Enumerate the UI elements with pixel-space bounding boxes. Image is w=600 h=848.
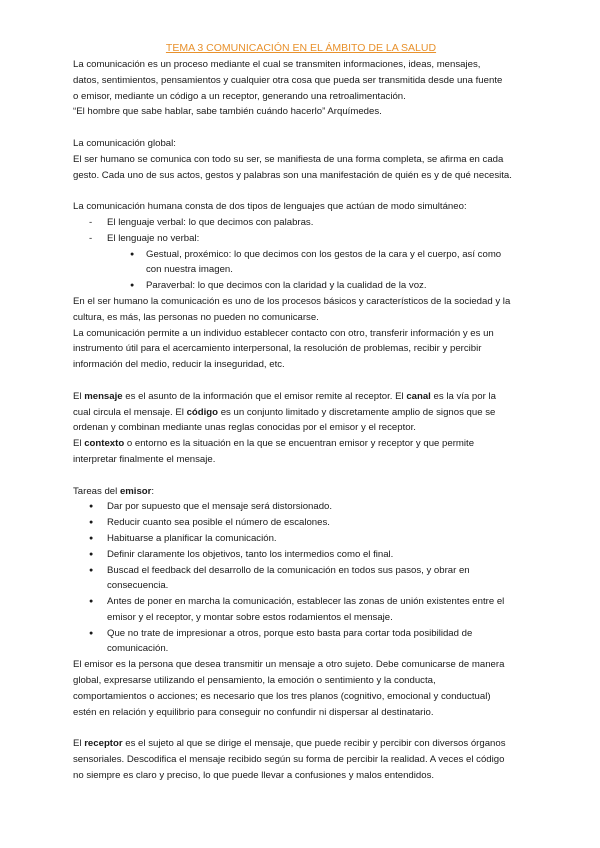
- bullet-icon: ●: [89, 550, 94, 558]
- text-line: sensoriales. Descodifica el mensaje recibido según su forma de percibir la realidad. A veces el código: [73, 754, 505, 766]
- emisor-paragraph: [73, 657, 529, 720]
- text-line: El ser humano se comunica con todo su ser, se manifiesta de una forma completa, se afirma en cada: [73, 153, 504, 165]
- text-line: no siempre es claro y preciso, lo que puede llevar a confusiones y malos entendidos.: [73, 769, 435, 781]
- text-line: El receptor es el sujeto al que se dirige el mensaje, que puede recibir y percibir con diversos órganos: [73, 738, 506, 750]
- text-line: El contexto o entorno es la situación en la que se encuentran emisor y receptor y que permite: [73, 438, 475, 450]
- text-line: El mensaje es el asunto de la información que el emisor remite al receptor. El canal es la vía por la: [73, 390, 496, 402]
- section-heading: La comunicación global:: [73, 137, 176, 149]
- dash-marker: -: [89, 232, 93, 244]
- bullet-icon: ●: [89, 629, 94, 637]
- document-page: [73, 40, 529, 784]
- list-item: ● Que no trate de impresionar a otros, porque esto basta para cortar toda posibilidad de comunicación.: [89, 627, 473, 655]
- quote-line: “El hombre que sabe hablar, sabe también cuándo hacerlo” Arquímedes.: [73, 106, 382, 118]
- text-line: El emisor es la persona que desea transmitir un mensaje a otro sujeto. Debe comunicarse de manera: [73, 659, 505, 671]
- intro-paragraph: [73, 57, 529, 120]
- bullet-icon: ●: [89, 566, 94, 574]
- text-line: La comunicación humana consta de dos tipos de lenguajes que actúan de modo simultáneo:: [73, 201, 467, 213]
- list-item: ● Habituarse a planificar la comunicación.: [73, 531, 529, 547]
- global-section: [73, 136, 529, 183]
- list-item: - El lenguaje no verbal:: [73, 231, 529, 247]
- list-item: ● Paraverbal: lo que decimos con la claridad y la cualidad de la voz.: [73, 278, 529, 294]
- list-item: - El lenguaje verbal: lo que decimos con palabras.: [73, 215, 529, 231]
- proceso-paragraph: [73, 294, 529, 373]
- list-item: ● Dar por supuesto que el mensaje será distorsionado.: [73, 499, 529, 515]
- list-item: ● Reducir cuanto sea posible el número de escalones.: [73, 515, 529, 531]
- text-line: datos, sentimientos, pensamientos y cualquier otra cosa que pueda ser transmitida desde una fuente: [73, 74, 503, 86]
- list-item: ● Antes de poner en marcha la comunicación, establecer las zonas de unión existentes entre el emisor y el receptor, y montar sobre estos rodamientos el mensaje.: [89, 596, 505, 623]
- text-line: comportamientos o acciones; es necesario que los tres planos (cognitivo, emocional y conductual): [73, 690, 491, 702]
- text-line: interpretar finalmente el mensaje.: [73, 453, 216, 465]
- text-line: ordenan y combinan mediante unas reglas conocidas por el emisor y el receptor.: [73, 422, 416, 434]
- bullet-icon: ●: [89, 503, 94, 511]
- bullet-icon: ●: [89, 598, 94, 606]
- bullet-icon: ●: [89, 534, 94, 542]
- text-line: La comunicación permite a un individuo establecer contacto con otro, transferir información y es un: [73, 327, 494, 339]
- text-line: global, expresarse utilizando el pensamiento, la emoción o sentimiento y la conducta,: [73, 675, 436, 687]
- list-item: ● Definir claramente los objetivos, tanto los intermedios como el final.: [73, 547, 529, 563]
- text-line: La comunicación es un proceso mediante el cual se transmiten informaciones, ideas, mensajes,: [73, 59, 481, 70]
- section-heading: Tareas del emisor:: [73, 485, 155, 497]
- language-list: [73, 215, 529, 247]
- dash-marker: -: [89, 216, 93, 228]
- page-title: TEMA 3 COMUNICACIÓN EN EL ÁMBITO DE LA SALUD: [165, 42, 437, 54]
- list-item: ● Gestual, proxémico: lo que decimos con los gestos de la cara y el cuerpo, así como con nuestra imagen.: [130, 248, 502, 276]
- bullet-icon: ●: [89, 519, 94, 527]
- bullet-icon: ●: [130, 282, 135, 290]
- list-item: ● Buscad el feedback del desarrollo de la comunicación en todos sus pasos, y obrar en consecuencia.: [89, 564, 470, 592]
- text-line: cultura, es más, las personas no pueden no comunicarse.: [73, 311, 319, 323]
- receptor-paragraph: [73, 736, 529, 783]
- text-line: instrumento útil para el acercamiento interpersonal, la resolución de problemas, recibir y percibir: [73, 343, 482, 355]
- text-line: cual circula el mensaje. El código es un conjunto limitado y discretamente amplio de signos que se: [73, 406, 496, 418]
- nonverbal-list: [73, 247, 529, 294]
- text-line: o emisor, mediante un código a un receptor, generando una retroalimentación.: [73, 90, 406, 102]
- text-line: información del medio, reducir la inseguridad, etc.: [73, 359, 285, 371]
- elementos-paragraph: [73, 389, 529, 468]
- bullet-icon: ●: [130, 250, 135, 258]
- tasks-list: [73, 499, 529, 657]
- text-line: gesto. Cada uno de sus actos, gestos y palabras son una manifestación de quién es y de qué necesita.: [73, 169, 512, 181]
- text-line: estén en relación y equilibrio para conseguir no confundir ni dispersar al destinatario.: [73, 706, 434, 718]
- text-line: En el ser humano la comunicación es uno de los procesos básicos y característicos de la sociedad y la: [73, 295, 511, 307]
